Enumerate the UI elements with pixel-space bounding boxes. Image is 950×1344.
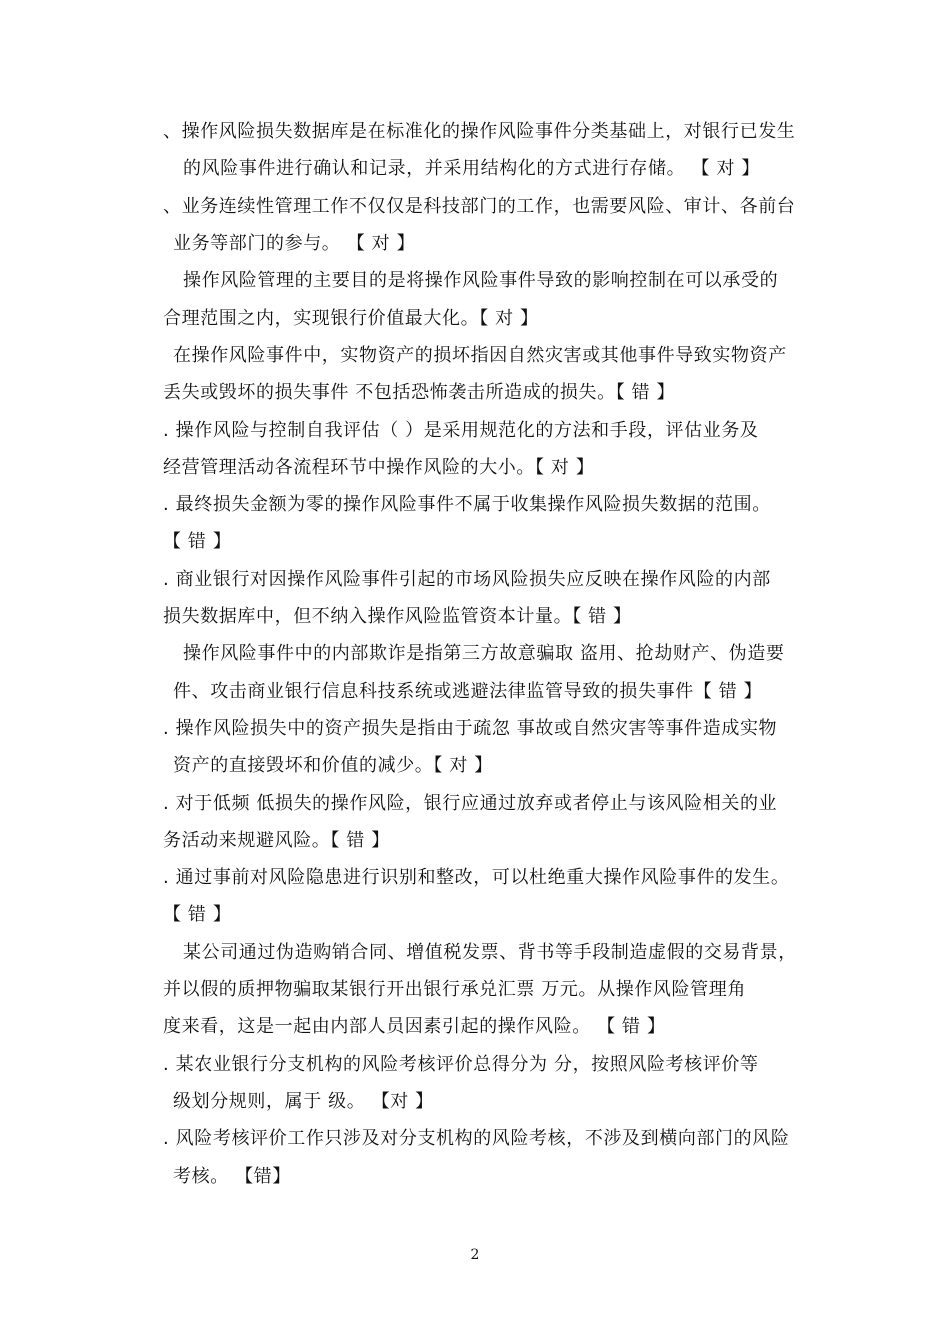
text-line: 合理范围之内，实现银行价值最大化。【 对 】 bbox=[163, 308, 539, 329]
text-line: 业务等部门的参与。 【 对 】 bbox=[173, 233, 416, 254]
text-line: 、操作风险损失数据库是在标准化的操作风险事件分类基础上，对银行已发生 bbox=[163, 121, 796, 142]
text-line: 【 错 】 bbox=[163, 531, 232, 552]
text-line: 操作风险管理的主要目的是将操作风险事件导致的影响控制在可以承受的 bbox=[183, 270, 779, 291]
text-line: 【 错 】 bbox=[163, 904, 232, 925]
text-line: 损失数据库中，但不纳入操作风险监管资本计量。【 错 】 bbox=[163, 606, 632, 627]
text-line: . 风险考核评价工作只涉及对分支机构的风险考核，不涉及到横向部门的风险 bbox=[163, 1128, 790, 1149]
text-line: 并以假的质押物骗取某银行开出银行承兑汇票 万元。从操作风险管理角 bbox=[163, 979, 746, 1000]
text-line: . 操作风险与控制自我评估（ ）是采用规范化的方法和手段，评估业务及 bbox=[163, 420, 759, 441]
text-line: 度来看，这是一起由内部人员因素引起的操作风险。 【 错 】 bbox=[163, 1016, 666, 1037]
text-line: 经营管理活动各流程环节中操作风险的大小。【 对 】 bbox=[163, 457, 595, 478]
text-line: . 对于低频 低损失的操作风险，银行应通过放弃或者停止与该风险相关的业 bbox=[163, 793, 778, 814]
text-line: . 最终损失金额为零的操作风险事件不属于收集操作风险损失数据的范围。 bbox=[163, 494, 771, 515]
text-line: 某公司通过伪造购销合同、增值税发票、背书等手段制造虚假的交易背景， bbox=[183, 942, 797, 963]
text-line: 、业务连续性管理工作不仅仅是科技部门的工作，也需要风险、审计、各前台 bbox=[163, 196, 796, 217]
text-line: . 通过事前对风险隐患进行识别和整改，可以杜绝重大操作风险事件的发生。 bbox=[163, 867, 790, 888]
text-line: 丢失或毁坏的损失事件 不包括恐怖袭击所造成的损失。【 错 】 bbox=[163, 382, 676, 403]
text-line: 操作风险事件中的内部欺诈是指第三方故意骗取 盗用、抢劫财产、伪造要 bbox=[183, 643, 785, 664]
page-number: 2 bbox=[470, 1247, 480, 1263]
text-line: 务活动来规避风险。【 错 】 bbox=[163, 830, 390, 851]
text-line: 资产的直接毁坏和价值的减少。【 对 】 bbox=[173, 755, 493, 776]
text-line: 件、攻击商业银行信息科技系统或逃避法律监管导致的损失事件【 错 】 bbox=[173, 681, 763, 702]
text-line: 的风险事件进行确认和记录，并采用结构化的方式进行存储。 【 对 】 bbox=[183, 158, 760, 179]
text-line: 考核。 【错】 bbox=[173, 1166, 291, 1187]
text-line: . 某农业银行分支机构的风险考核评价总得分为 分，按照风险考核评价等 bbox=[163, 1054, 759, 1075]
text-line: 级划分规则，属于 级。 【对 】 bbox=[173, 1091, 434, 1112]
text-line: 在操作风险事件中，实物资产的损坏指因自然灾害或其他事件导致实物资产 bbox=[173, 345, 787, 366]
text-line: . 操作风险损失中的资产损失是指由于疏忽 事故或自然灾害等事件造成实物 bbox=[163, 718, 778, 739]
text-line: . 商业银行对因操作风险事件引起的市场风险损失应反映在操作风险的内部 bbox=[163, 569, 771, 590]
